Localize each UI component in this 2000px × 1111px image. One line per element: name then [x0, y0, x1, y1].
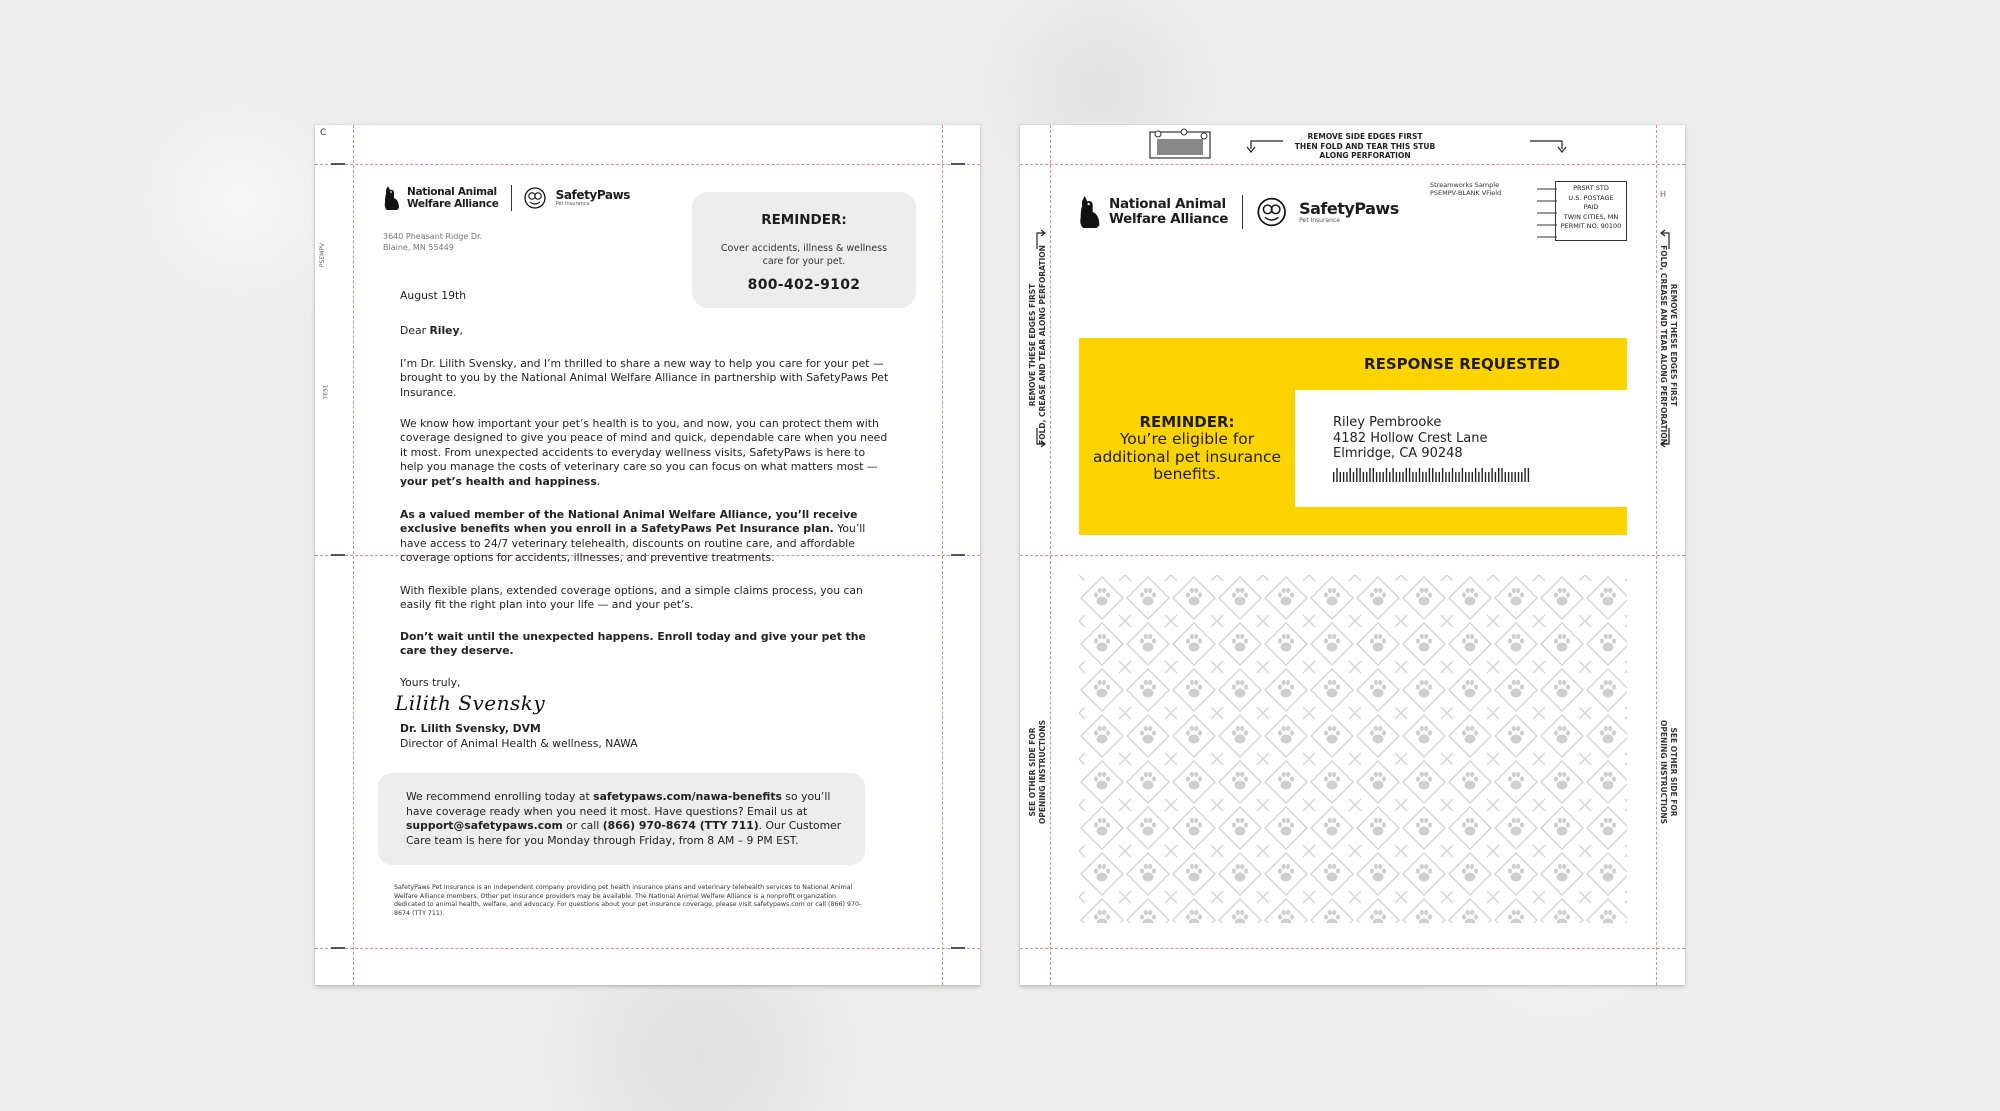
barcode-bar — [1452, 468, 1453, 482]
left-edge-line1: REMOVE THESE EDGES FIRST — [1028, 283, 1037, 407]
safetypaws-logo-icon — [524, 187, 554, 209]
letter-logo-row — [383, 185, 630, 211]
left-lower-instructions — [1028, 712, 1048, 832]
permit-line: U.S. POSTAGE — [1568, 193, 1614, 202]
sender-address-line1: 3640 Pheasant Ridge Dr. — [383, 232, 483, 241]
barcode-bar — [1429, 468, 1430, 482]
perforation-top — [1020, 164, 1685, 165]
permit-line: PAID — [1583, 203, 1599, 211]
left-lower-line2: OPENING INSTRUCTIONS — [1038, 719, 1047, 825]
cta-part: . Our Customer Care team is here for you Monday through Friday, from 8 AM – 9 PM EST. — [406, 819, 842, 847]
paragraph-4: With flexible plans, extended coverage options, and a simple claims process, you can easily fit the right plan into your life — and your pet’s. — [400, 584, 863, 612]
right-edge-line1: REMOVE THESE EDGES FIRST — [1669, 283, 1678, 407]
left-lower-line1: SEE OTHER SIDE FOR — [1028, 727, 1037, 817]
barcode-bar — [1373, 468, 1374, 482]
cta-part: or call — [562, 819, 603, 832]
signature: Lilith Svensky — [395, 691, 546, 715]
salutation-suffix: , — [459, 324, 463, 337]
corner-mark: C — [320, 128, 327, 138]
sample-label — [1430, 181, 1501, 197]
barcode-bar — [1402, 472, 1403, 482]
barcode-bar — [1350, 468, 1351, 482]
barcode-bar — [1392, 468, 1393, 482]
corner-mark: H — [1660, 190, 1667, 199]
barcode-bar — [1425, 472, 1426, 482]
barcode-bar — [1511, 472, 1512, 482]
registration-mark — [331, 163, 345, 165]
left-edge-line2: FOLD, CREASE AND TEAR ALONG PERFORATION — [1038, 245, 1047, 445]
arrow-down-icon — [1658, 428, 1672, 448]
paragraph-5: Don’t wait until the unexpected happens. Enroll today and give your pet the care they deserve. — [400, 630, 866, 658]
salutation — [400, 324, 890, 338]
barcode-bar — [1521, 472, 1522, 482]
registration-mark — [951, 163, 965, 165]
barcode-bar — [1422, 472, 1423, 482]
sender-address-line2: Blaine, MN 55449 — [383, 243, 454, 252]
support-phone: (866) 970-8674 (TTY 711) — [602, 819, 759, 832]
permit-line: TWIN CITIES, MN — [1563, 212, 1619, 221]
envelope-reminder-body: You’re eligible for additional pet insurance benefits. — [1092, 430, 1282, 483]
barcode-bar — [1409, 468, 1410, 482]
right-edge-line2: FOLD, CREASE AND TEAR ALONG PERFORATION — [1659, 245, 1668, 445]
nawa-logo-line1: National Animal — [407, 186, 497, 198]
barcode-bar — [1356, 468, 1357, 482]
support-email-link[interactable]: support@safetypaws.com — [406, 819, 563, 832]
envelope-reminder — [1087, 413, 1287, 484]
barcode-bar — [1462, 468, 1463, 482]
barcode-bar — [1366, 472, 1367, 482]
barcode-bar — [1383, 472, 1384, 482]
logo-separator — [511, 185, 512, 211]
permit-lines — [1537, 181, 1557, 241]
barcode-bar — [1468, 472, 1469, 482]
paragraph-3-bold: As a valued member of the National Animal Welfare Alliance, you’ll receive exclusive benefits when you enroll in a SafetyPaws Pet Insurance plan. — [400, 508, 858, 536]
postage-permit — [1537, 181, 1627, 241]
reminder-phone: 800-402-9102 — [747, 277, 861, 293]
barcode-bar — [1491, 468, 1492, 482]
barcode-bar — [1340, 472, 1341, 482]
registration-mark — [331, 554, 345, 556]
barcode-bar — [1386, 468, 1387, 482]
barcode-bar — [1399, 472, 1400, 482]
sample-line2: PSEMPV-BLANK VField — [1430, 189, 1502, 197]
safetypaws-logo-name: SafetyPaws — [1299, 198, 1399, 218]
stub-line2: THEN FOLD AND TEAR THIS STUB ALONG PERFORATION — [1294, 141, 1436, 160]
paragraph-2-text: We know how important your pet’s health is to you, and now, you can protect them with coverage designed to give you peace of mind and quick, dependable care when you need it most. From unexpected accidents to everyday wellness visits, SafetyPaws is here to help you manage the costs of veterinary care so you can focus on what matters most — — [400, 417, 888, 474]
barcode-bar — [1336, 468, 1337, 482]
barcode-bar — [1359, 468, 1360, 482]
barcode-bar — [1333, 472, 1334, 482]
reminder-title: REMINDER: — [761, 212, 847, 228]
barcode-bar — [1389, 472, 1390, 482]
envelope-logo-row — [1078, 195, 1399, 229]
registration-mark — [951, 947, 965, 949]
safetypaws-logo — [524, 187, 630, 209]
registration-mark — [951, 554, 965, 556]
cat-dog-silhouette-icon — [1078, 195, 1102, 229]
nawa-logo-line2: Welfare Alliance — [1109, 211, 1229, 227]
perforation-middle — [1020, 555, 1685, 556]
barcode-bar — [1412, 472, 1413, 482]
barcode-bar — [1524, 468, 1525, 482]
recipient-address — [1333, 415, 1487, 462]
right-edge-instructions — [1658, 245, 1678, 445]
barcode-bar — [1478, 472, 1479, 482]
barcode-bar — [1379, 472, 1380, 482]
barcode-bar — [1406, 468, 1407, 482]
barcode-bar — [1432, 468, 1433, 482]
cta-part: We recommend enrolling today at — [406, 790, 594, 803]
barcode-bar — [1416, 472, 1417, 482]
letter-date: August 19th — [400, 289, 467, 302]
response-requested-label: RESPONSE REQUESTED — [1364, 355, 1560, 373]
envelope-reminder-title: REMINDER: — [1139, 413, 1235, 431]
left-edge-instructions — [1028, 245, 1048, 445]
barcode-bar — [1482, 468, 1483, 482]
cat-dog-silhouette-icon — [383, 186, 401, 210]
fine-print: SafetyPaws Pet Insurance is an independent company providing pet health insurance plans and veterinary telehealth services to National Animal Welfare Alliance members. Other pet insurance providers may be available. The National Animal Welfare Alliance is a nonprofit organization dedicated to animal health, welfare, and advocacy. For questions about your pet insurance coverage, please visit safetypaws.com or call (866) 970-8674 (TTY 711). — [394, 884, 862, 917]
arrow-down-icon — [1034, 428, 1048, 448]
barcode-bar — [1455, 472, 1456, 482]
side-code: PSEMPV — [319, 242, 327, 268]
enroll-link[interactable]: safetypaws.com/nawa-benefits — [593, 790, 782, 803]
reminder-body: Cover accidents, illness & wellness care for your pet. — [720, 243, 888, 267]
barcode-bar — [1376, 472, 1377, 482]
permit-line: PERMIT NO. 90100 — [1560, 222, 1622, 230]
perforation-top — [315, 164, 980, 165]
security-pattern — [1079, 575, 1627, 923]
closing: Yours truly, — [400, 676, 461, 689]
barcode-bar — [1458, 472, 1459, 482]
barcode-bar — [1353, 472, 1354, 482]
paragraph-2-bold: your pet’s health and happiness — [400, 474, 597, 488]
barcode-bar — [1369, 468, 1370, 482]
barcode-bar — [1505, 472, 1506, 482]
barcode-bar — [1445, 472, 1446, 482]
arrow-right-icon — [1528, 139, 1568, 153]
cta-box — [378, 773, 865, 865]
signer-name: Dr. Lilith Svensky, DVM — [400, 722, 541, 735]
paragraph-2 — [400, 417, 890, 489]
paragraph-3-text: You’ll have access to 24/7 veterinary telehealth, discounts on routine care, and affordable coverage options for accidents, illnesses, and preventive treatments. — [400, 522, 866, 565]
cta-text — [406, 790, 846, 848]
safetypaws-logo-tag: Pet Insurance — [555, 200, 590, 207]
right-lower-instructions — [1658, 712, 1678, 832]
permit-line: PRSRT STD — [1573, 184, 1609, 192]
barcode-bar — [1518, 472, 1519, 482]
stamp-window-icon — [1148, 128, 1214, 160]
right-lower-line1: SEE OTHER SIDE FOR — [1669, 727, 1678, 817]
paragraph-2-end: . — [596, 474, 601, 488]
barcode-bar — [1435, 472, 1436, 482]
barcode-bar — [1363, 472, 1364, 482]
logo-separator — [1242, 195, 1243, 229]
address-window — [1295, 390, 1627, 507]
right-lower-line2: OPENING INSTRUCTIONS — [1659, 719, 1668, 825]
safetypaws-logo-name: SafetyPaws — [555, 187, 631, 202]
barcode-bar — [1343, 472, 1344, 482]
letter-sheet — [315, 125, 980, 985]
barcode-bar — [1488, 472, 1489, 482]
side-code: 7651 — [322, 384, 330, 400]
arrow-left-icon — [1245, 139, 1285, 153]
safetypaws-logo-tag: Pet Insurance — [1299, 216, 1340, 224]
barcode-bar — [1498, 468, 1499, 482]
nawa-logo-line2: Welfare Alliance — [407, 198, 499, 210]
arrow-up-icon — [1034, 229, 1048, 249]
barcode-bar — [1346, 472, 1347, 482]
barcode-bar — [1419, 468, 1420, 482]
nawa-logo — [383, 186, 499, 210]
barcode-bar — [1515, 472, 1516, 482]
barcode-bar — [1439, 472, 1440, 482]
barcode-bar — [1528, 468, 1529, 482]
perforation-bottom — [315, 948, 980, 949]
sample-line1: Streamworks Sample — [1430, 181, 1500, 189]
nawa-logo-line1: National Animal — [1109, 196, 1226, 212]
perforation-bottom — [1020, 948, 1685, 949]
signer-title: Director of Animal Health & wellness, NAWA — [400, 737, 638, 750]
recipient-name: Riley Pembrooke — [1333, 415, 1442, 430]
salutation-prefix: Dear — [400, 324, 430, 337]
safetypaws-logo-icon — [1257, 197, 1297, 227]
barcode-bar — [1442, 468, 1443, 482]
barcode-bar — [1465, 472, 1466, 482]
recipient-street: 4182 Hollow Crest Lane — [1333, 430, 1488, 446]
barcode-bar — [1475, 468, 1476, 482]
barcode-bar — [1485, 472, 1486, 482]
permit-indicia — [1555, 181, 1627, 241]
response-panel — [1079, 338, 1627, 535]
arrow-up-icon — [1658, 229, 1672, 249]
paragraph-1: I’m Dr. Lilith Svensky, and I’m thrilled to share a new way to help you care for your pet — brought to you by the National Animal Welfare Alliance in partnership with SafetyPaws Pet Insurance. — [400, 357, 889, 399]
barcode — [1333, 468, 1533, 482]
stub-instructions — [1285, 132, 1445, 161]
salutation-name: Riley — [429, 324, 460, 337]
registration-mark — [331, 947, 345, 949]
stub-line1: REMOVE SIDE EDGES FIRST — [1307, 132, 1423, 141]
cta-part: so you’ll have coverage ready when you need it most. Have questions? Email us at — [406, 790, 831, 818]
recipient-city: Elmridge, CA 90248 — [1333, 446, 1463, 461]
paragraph-3 — [400, 508, 890, 566]
barcode-bar — [1396, 472, 1397, 482]
barcode-bar — [1472, 472, 1473, 482]
barcode-bar — [1495, 472, 1496, 482]
barcode-bar — [1501, 468, 1502, 482]
barcode-bar — [1449, 472, 1450, 482]
barcode-bar — [1508, 472, 1509, 482]
envelope-sheet — [1020, 125, 1685, 985]
sender-address — [383, 231, 482, 253]
